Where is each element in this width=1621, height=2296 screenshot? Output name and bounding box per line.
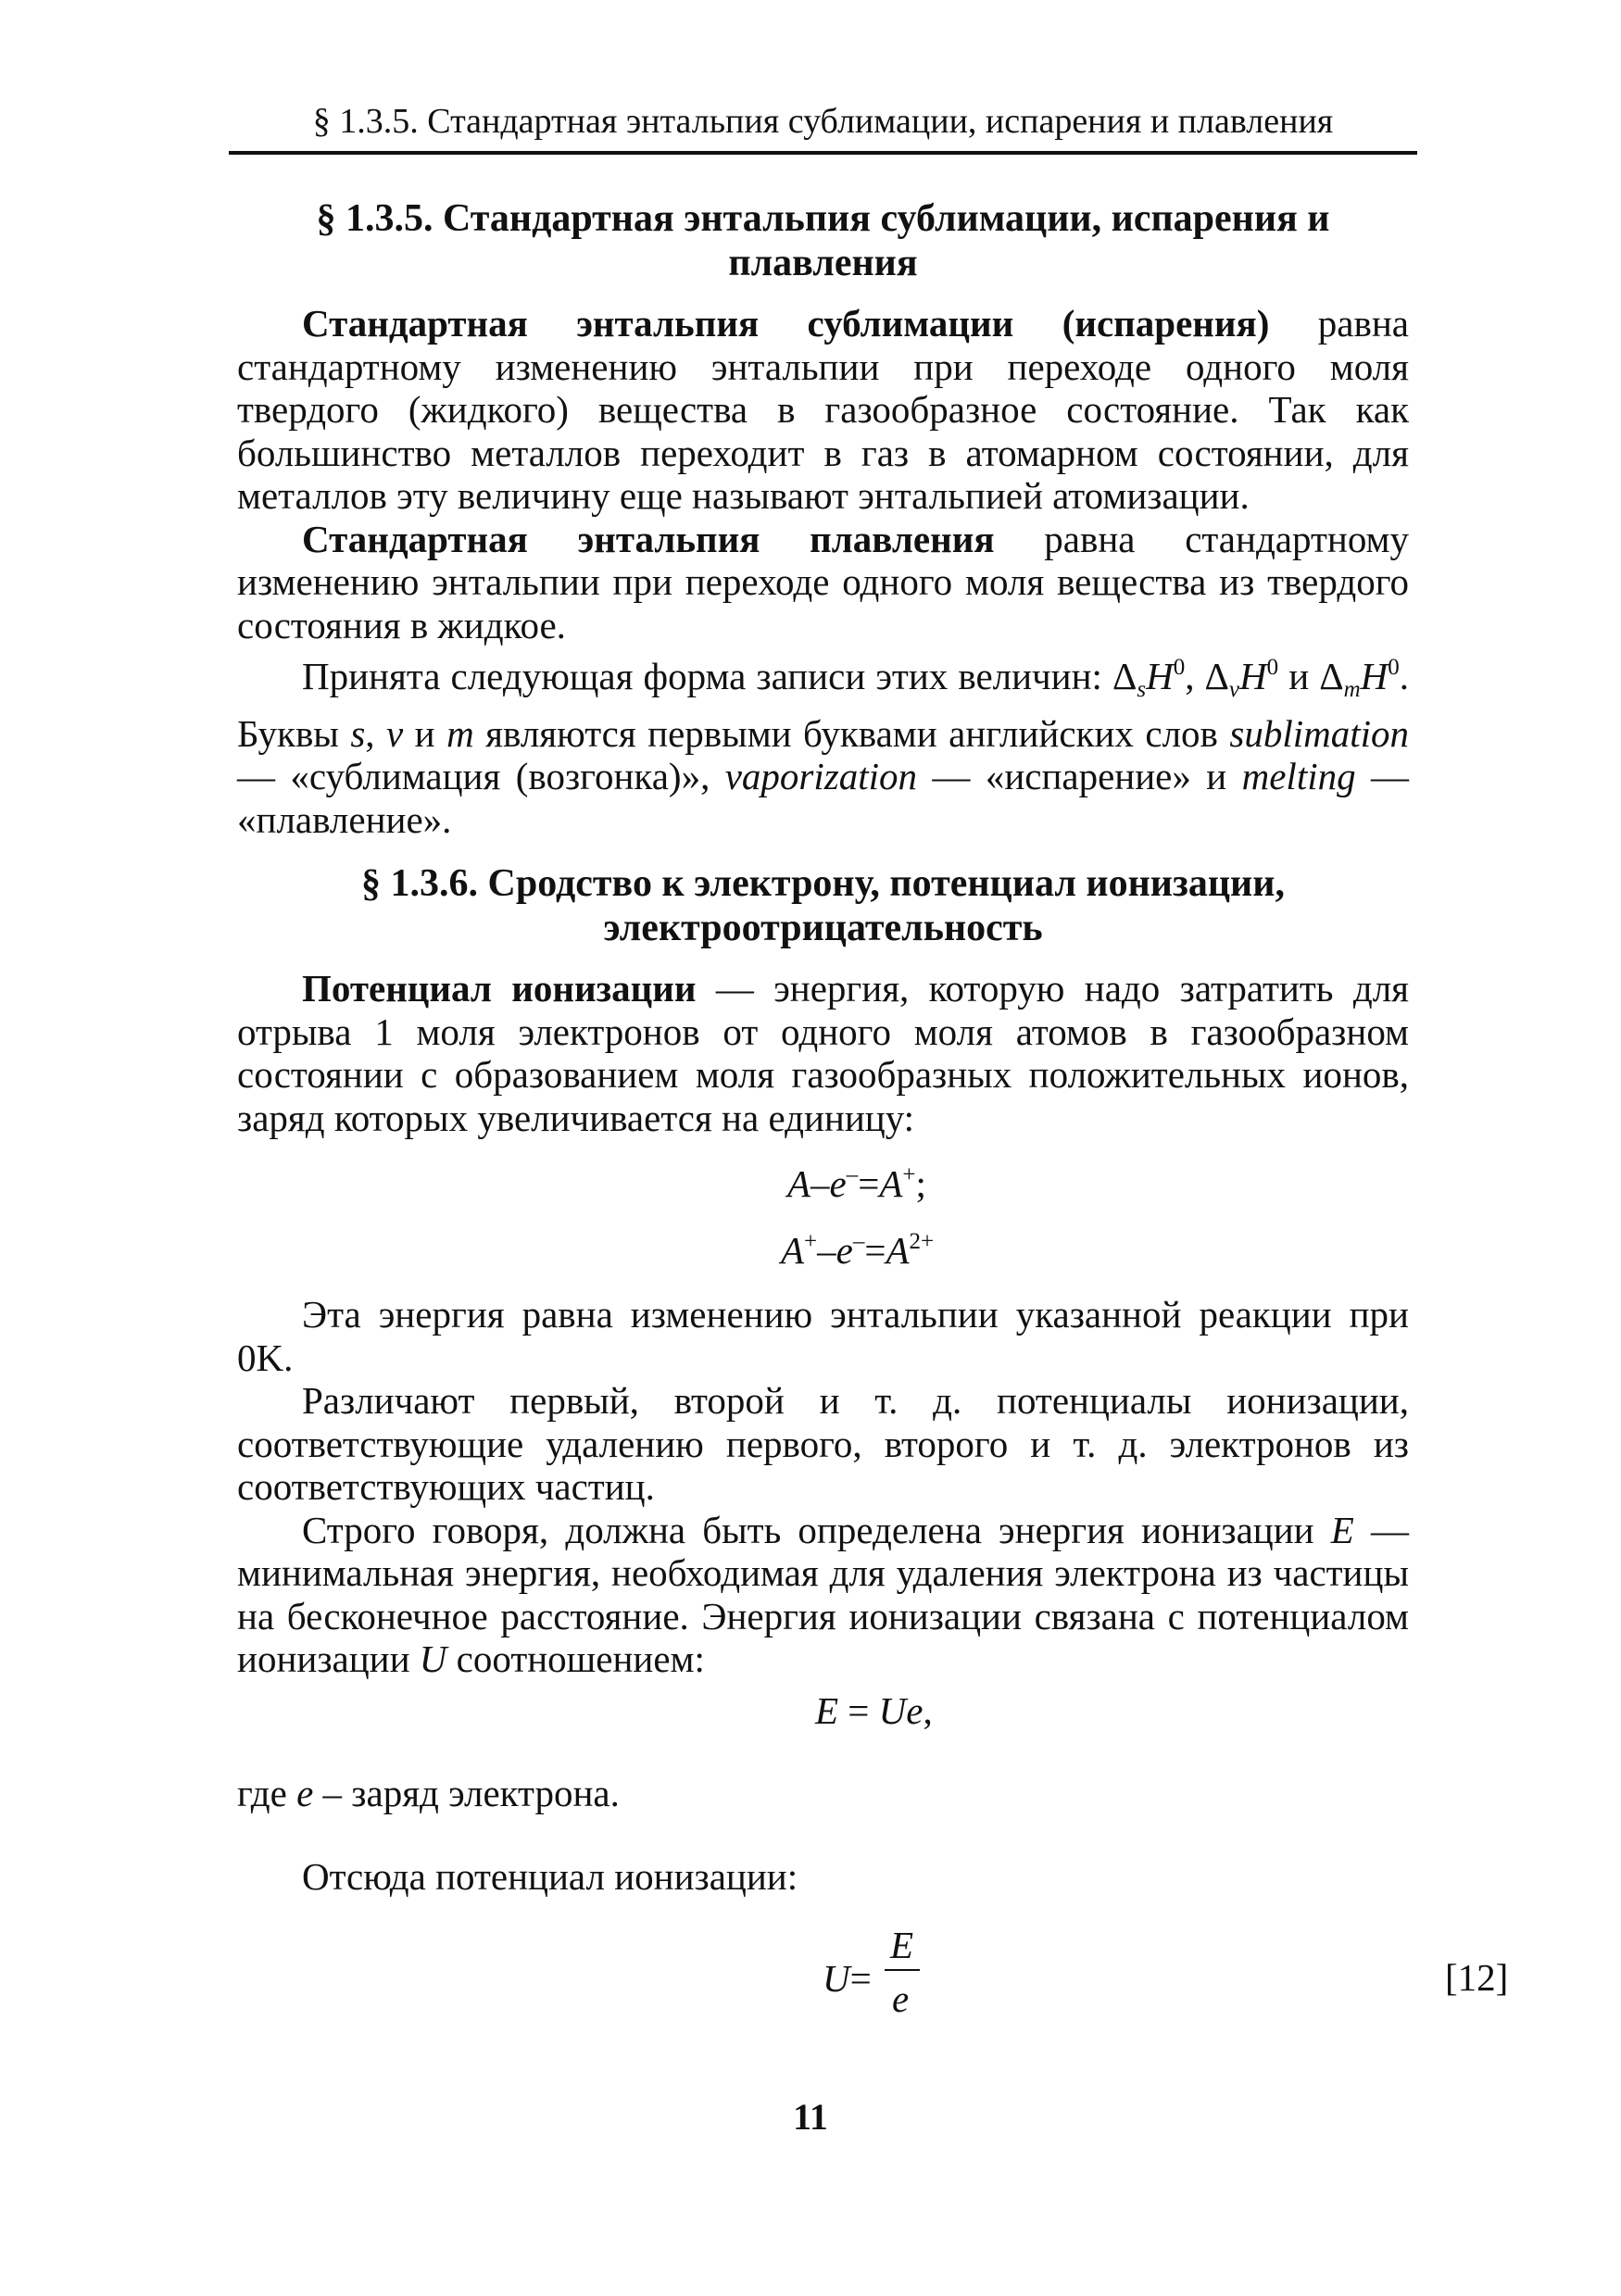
paragraph-ionization-energy: Строго говоря, должна быть определена энергия ионизации E — минимальная энергия, необходимая для удаления электрона из частицы на бесконечное расстояние. Энергия ионизации связана с потенциалом ионизации U соотношением:	[237, 1508, 1410, 1680]
equation-number: [12]	[1445, 1956, 1509, 1999]
term-ionization-potential: Потенциал ионизации	[302, 967, 697, 1010]
paragraph-energy-equals: Эта энергия равна изменению энтальпии указанной реакции при 0K.	[237, 1293, 1409, 1379]
section-1-3-6	[237, 861, 1409, 1139]
term-melting-enthalpy: Стандартная энтальпия плавления	[302, 517, 995, 560]
section-title-1-3-5: § 1.3.5. Стандартная энтальпия сублимации, испарения и плавления	[316, 197, 1330, 284]
paragraph-notation: Принята следующая форма записи этих величин: $\Delta_sH^0$, $\Delta_vH^0$ и $\Delta_mH^0$. Буквы s, v и m являются первыми буквами английских слов sublimation — «сублимация (возгонка)», vaporization — «испарение» и melting — «плавление».	[237, 655, 1410, 841]
paragraph-sublimation: Стандартная энтальпия сублимации (испарения) равна стандартному изменению энтальпии при переходе одного моля твердого (жидкого) вещества в газообразное состояние. Так как большинство металлов переходит в газ в атомарном состоянии, для металлов эту величину еще называют энтальпией атомизации.	[237, 302, 1409, 517]
paragraph-electron-charge-block	[237, 1772, 1409, 1815]
fraction-bar	[885, 1969, 920, 1971]
section-1-3-6-continued	[237, 1293, 1409, 1681]
fraction-numerator: E	[890, 1924, 914, 1966]
paragraph-hence-block	[237, 1855, 1409, 1899]
symbol-delta-m-h0: $\Delta_mH^0$	[1319, 655, 1400, 702]
paragraph-ionization-potential: Потенциал ионизации — энергия, которую надо затратить для отрыва 1 моля электронов от одного моля атомов в газообразном состоянии с образованием моля газообразных положительных ионов, заряд которых увеличивается на единицу:	[237, 967, 1410, 1139]
running-header: § 1.3.5. Стандартная энтальпия сублимации, испарения и плавления	[312, 102, 1334, 141]
section-title-1-3-6: § 1.3.6. Сродство к электрону, потенциал ионизации, электроотрицательность	[361, 862, 1285, 949]
symbol-delta-v-h0: $\Delta_vH^0$	[1204, 655, 1279, 702]
symbol-delta-s-h0: $\Delta_sH^0$	[1112, 655, 1186, 702]
document-page: § 1.3.5. Стандартная энтальпия сублимации, испарения и плавления § 1.3.5. Стандартная энтальпия сублимации, испарения и плавления Стандартная энтальпия сублимации (испарения) равна стандартному изменению энтальпии при переходе одного моля твердого (жидкого) вещества в газообразное состояние. Так как большинство металлов переходит в газ в атомарном состоянии, для металлов эту величину еще называют энтальпией атомизации. Стандартная энтальпия плавления равна стандартному изменению энтальпии при переходе одного моля вещества из твердого состояния в жидкое. Принята следующая форма записи этих величин: $\Delta_sH^0$, $\Delta_vH^0$ и $\Delta_mH^0$. Буквы s, v и m являются первыми буквами английских слов sublimation — «сублимация (возгонка)», vaporization — «испарение» и melting — «плавление». § 1.3.6. Сродство к электрону, потенциал ионизации, электроотрицательность Потенциал ионизации — энергия, которую надо затратить для отрыва 1 моля электронов от одного моля атомов в газообразном состоянии с образованием моля газообразных положительных ионов, заряд которых увеличивается на единицу: A–e–=A+; $A^+-e^-=A^{2+}$ Эта энергия равна изменению энтальпии указанной реакции при 0K. Различают первый, второй и т. д. потенциалы ионизации, соответствующие удалению первого, второго и т. д. электронов из соответствующих частиц. Строго говоря, должна быть определена энергия ионизации E — минимальная энергия, необходимая для удаления электрона из частицы на бесконечное расстояние. Энергия ионизации связана с потенциалом ионизации U соотношением: E = Ue, где e – заряд электрона. Отсюда потенциал ионизации: U= E e [12] 11	[0, 0, 1621, 2296]
section-1-3-5	[237, 196, 1409, 841]
fraction-denominator: e	[892, 1977, 910, 2020]
equation-first-ionization: A–e–=A+;	[787, 1162, 926, 1205]
equation-second-ionization: $A^+-e^-=A^{2+}$	[781, 1229, 935, 1272]
page-number: 11	[793, 2096, 828, 2138]
term-sublimation-enthalpy: Стандартная энтальпия сублимации (испарения)	[302, 302, 1270, 345]
paragraph-melting: Стандартная энтальпия плавления равна стандартному изменению энтальпии при переходе одного моля вещества из твердого состояния в жидкое.	[237, 517, 1409, 646]
equation-e-equals-ue: E = Ue,	[815, 1689, 933, 1732]
paragraph-hence-potential: Отсюда потенциал ионизации:	[302, 1855, 798, 1898]
paragraph-electron-charge: где e – заряд электрона.	[237, 1772, 620, 1814]
header-rule	[229, 151, 1417, 155]
paragraph-first-second-potentials: Различают первый, второй и т. д. потенциалы ионизации, соответствующие удалению первого, второго и т. д. электронов из соответствующих частиц.	[237, 1379, 1409, 1508]
